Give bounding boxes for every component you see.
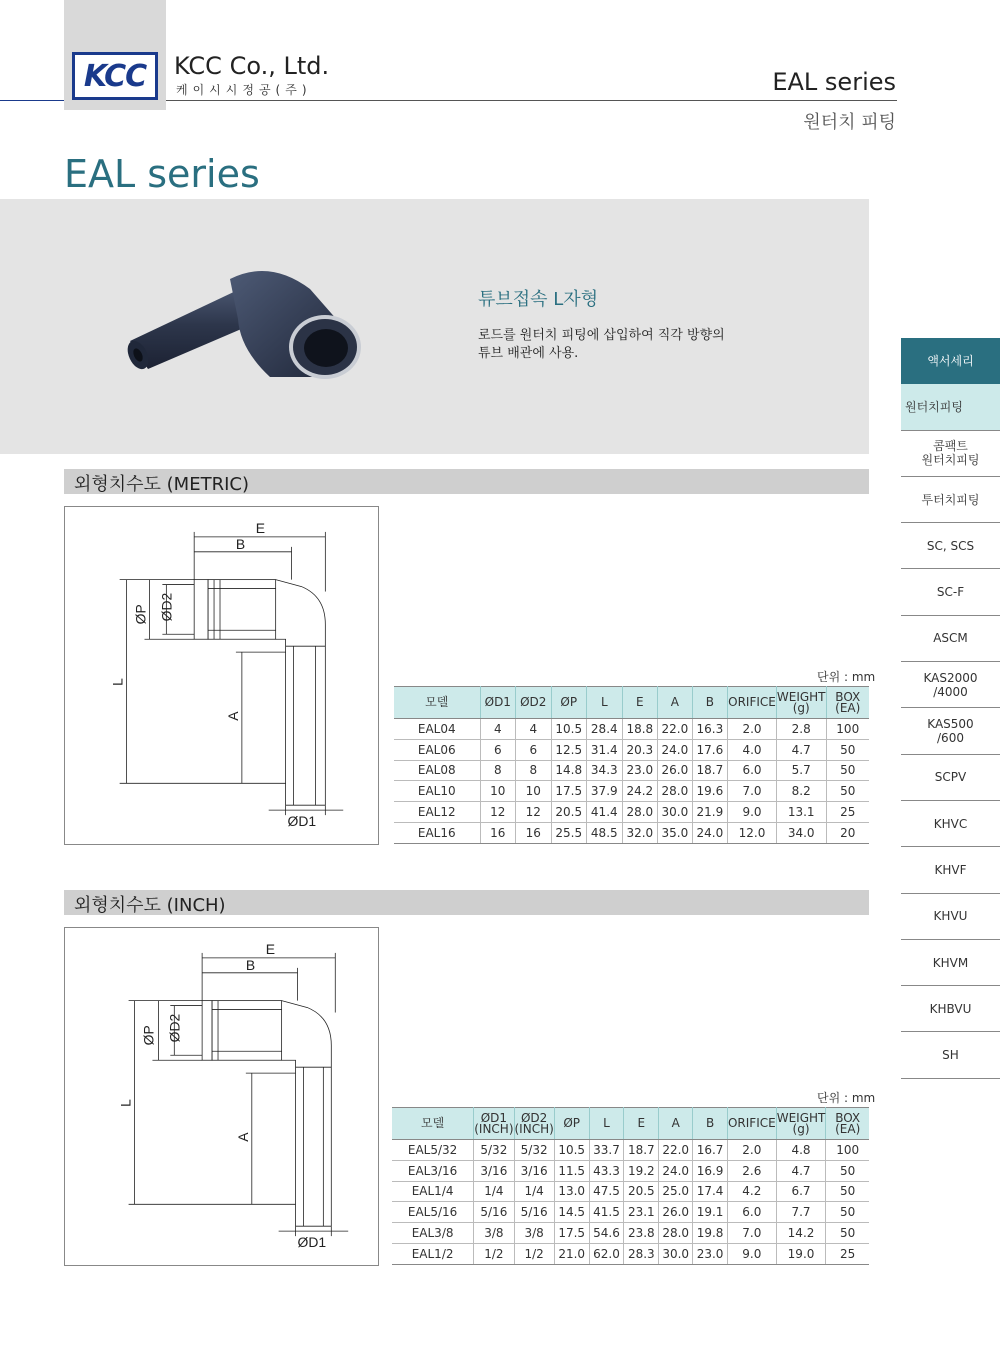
kcc-logo[interactable] (72, 52, 158, 100)
metric-table-cell: 20.5 (551, 802, 587, 823)
inch-table-cell: 25.0 (659, 1181, 693, 1202)
sidebar-item[interactable]: KAS2000 /4000 (901, 662, 1000, 708)
metric-table-cell: 34.0 (776, 822, 826, 843)
inch-table-cell: 28.3 (624, 1243, 659, 1264)
inch-table-cell: 1/2 (474, 1243, 514, 1264)
metric-label-d1: ØD1 (287, 813, 317, 830)
metric-table-cell: EAL10 (394, 781, 480, 802)
inch-section-title: 외형치수도 (INCH) (74, 895, 226, 916)
metric-table-cell: 24.2 (622, 781, 658, 802)
metric-table-cell: 37.9 (587, 781, 623, 802)
inch-label-d1: ØD1 (297, 1234, 327, 1251)
table-row (392, 1202, 869, 1223)
side-navigation (901, 338, 1000, 1079)
metric-header-cell: 모델 (394, 687, 480, 719)
metric-table-cell: 4 (516, 719, 551, 740)
inch-table-cell: 16.7 (693, 1140, 728, 1161)
inch-table-cell: 18.7 (624, 1140, 659, 1161)
sidebar-item[interactable]: KHVF (901, 847, 1000, 893)
metric-table-cell: 17.5 (551, 781, 587, 802)
metric-table-cell: 14.8 (551, 760, 587, 781)
metric-unit-label: 단위 : mm (817, 670, 876, 684)
inch-table-cell: 14.5 (554, 1202, 589, 1223)
inch-table-cell: 20.5 (624, 1181, 659, 1202)
metric-table-cell: 19.6 (692, 781, 728, 802)
metric-dimension-drawing (64, 506, 379, 845)
inch-table-cell: 43.3 (589, 1160, 624, 1181)
metric-table-cell: 100 (826, 719, 869, 740)
inch-table-cell: 1/4 (474, 1181, 514, 1202)
metric-table-cell: EAL12 (394, 802, 480, 823)
table-row (394, 739, 869, 760)
inch-label-e: E (265, 940, 275, 957)
inch-label-a: A (234, 1132, 251, 1142)
inch-table-cell: 33.7 (589, 1140, 624, 1161)
metric-table-cell: 4.7 (776, 739, 826, 760)
inch-table-cell: 50 (826, 1181, 869, 1202)
inch-table-cell: 17.4 (693, 1181, 728, 1202)
metric-table-cell: 35.0 (658, 822, 693, 843)
metric-table-cell: 8 (480, 760, 515, 781)
metric-label-l: L (109, 678, 126, 686)
table-row (392, 1140, 869, 1161)
sidebar-item[interactable]: 콤팩트 원터치피팅 (901, 431, 1000, 477)
metric-section-title: 외형치수도 (METRIC) (74, 474, 249, 495)
inch-header-cell: ØD1 (INCH) (474, 1108, 514, 1140)
metric-table-cell: 41.4 (587, 802, 623, 823)
header-series-subtitle: 원터치 피팅 (803, 112, 896, 133)
metric-table-cell: 31.4 (587, 739, 623, 760)
metric-header-cell: L (587, 687, 623, 719)
inch-table-cell: 21.0 (554, 1243, 589, 1264)
sidebar-item[interactable]: KAS500 /600 (901, 708, 1000, 754)
inch-header-cell: 모델 (392, 1108, 474, 1140)
table-row (392, 1243, 869, 1264)
inch-table-cell: 100 (826, 1140, 869, 1161)
metric-label-e: E (255, 519, 266, 536)
metric-header-cell: ORIFICE (728, 687, 777, 719)
inch-table-cell: 28.0 (659, 1223, 693, 1244)
metric-table-cell: 5.7 (776, 760, 826, 781)
inch-table-cell: EAL1/2 (392, 1243, 474, 1264)
page-title: EAL series (64, 152, 260, 196)
metric-table-cell: 6 (516, 739, 551, 760)
metric-table-cell: 10.5 (551, 719, 587, 740)
header-series-title: EAL series (772, 68, 896, 96)
metric-label-d2: ØD2 (158, 592, 175, 622)
inch-header-cell: B (693, 1108, 728, 1140)
inch-table-cell: 7.0 (727, 1223, 776, 1244)
table-row (392, 1223, 869, 1244)
metric-table-cell: 13.1 (776, 802, 826, 823)
header-accent-line (0, 100, 64, 101)
metric-section-header (64, 469, 869, 494)
metric-header-cell: E (622, 687, 658, 719)
table-row (392, 1160, 869, 1181)
metric-table-cell: 8.2 (776, 781, 826, 802)
inch-table-cell: 23.0 (693, 1243, 728, 1264)
inch-header-cell: ØP (554, 1108, 589, 1140)
inch-table-cell: 4.7 (776, 1160, 826, 1181)
metric-table-cell: 12.0 (728, 822, 777, 843)
inch-header-cell: BOX (EA) (826, 1108, 869, 1140)
table-row (392, 1181, 869, 1202)
inch-table-cell: 24.0 (659, 1160, 693, 1181)
inch-table-cell: 6.0 (727, 1202, 776, 1223)
company-name: KCC Co., Ltd. (174, 52, 330, 80)
metric-table-cell: 20 (826, 822, 869, 843)
metric-table-cell: 25.5 (551, 822, 587, 843)
inch-table-cell: 5/32 (474, 1140, 514, 1161)
logo-text: KCC (83, 58, 147, 94)
inch-table-cell: 3/16 (474, 1160, 514, 1181)
inch-table-cell: EAL5/32 (392, 1140, 474, 1161)
inch-table-cell: 50 (826, 1223, 869, 1244)
metric-table-cell: 12 (480, 802, 515, 823)
metric-table-cell: 24.0 (658, 739, 693, 760)
inch-spec-table (392, 1107, 869, 1265)
inch-label-b: B (245, 956, 256, 973)
inch-table-cell: 1/4 (514, 1181, 554, 1202)
inch-label-l: L (117, 1099, 134, 1107)
inch-drawing-svg (65, 928, 378, 1265)
inch-header-cell: E (624, 1108, 659, 1140)
inch-table-cell: 19.8 (693, 1223, 728, 1244)
metric-header-cell: ØP (551, 687, 587, 719)
metric-table-cell: 18.8 (622, 719, 658, 740)
metric-table-cell: 4.0 (728, 739, 777, 760)
inch-table-cell: 16.9 (693, 1160, 728, 1181)
metric-table-cell: 12.5 (551, 739, 587, 760)
inch-table-body (392, 1140, 869, 1265)
inch-table-cell: 1/2 (514, 1243, 554, 1264)
inch-table-cell: 41.5 (589, 1202, 624, 1223)
inch-table-cell: 3/8 (474, 1223, 514, 1244)
metric-table-cell: 10 (480, 781, 515, 802)
metric-table-cell: 16 (516, 822, 551, 843)
inch-table-cell: 50 (826, 1202, 869, 1223)
sidebar-item[interactable]: KHVC (901, 801, 1000, 847)
product-description-line-2: 튜브 배관에 사용. (478, 346, 579, 361)
inch-label-p: ØP (140, 1025, 157, 1046)
inch-table-cell: 19.0 (776, 1243, 826, 1264)
metric-table-cell: EAL04 (394, 719, 480, 740)
inch-table-cell: 6.7 (776, 1181, 826, 1202)
metric-table-cell: 24.0 (692, 822, 728, 843)
inch-table-cell: 30.0 (659, 1243, 693, 1264)
metric-table-cell: 18.7 (692, 760, 728, 781)
metric-table-cell: 16.3 (692, 719, 728, 740)
table-row (394, 781, 869, 802)
inch-table-cell: 5/32 (514, 1140, 554, 1161)
metric-table-cell: 32.0 (622, 822, 658, 843)
inch-header-cell: L (589, 1108, 624, 1140)
metric-table-cell: 25 (826, 802, 869, 823)
inch-table-cell: 9.0 (727, 1243, 776, 1264)
metric-table-body (394, 719, 869, 844)
metric-spec-table (394, 686, 869, 844)
metric-table-cell: EAL06 (394, 739, 480, 760)
metric-table-cell: 7.0 (728, 781, 777, 802)
product-description (478, 327, 778, 363)
inch-table-cell: 7.7 (776, 1202, 826, 1223)
inch-table-cell: 14.2 (776, 1223, 826, 1244)
inch-table-cell: 19.1 (693, 1202, 728, 1223)
sidebar-item[interactable]: KHVM (901, 940, 1000, 986)
table-row (394, 719, 869, 740)
metric-table-cell: 2.8 (776, 719, 826, 740)
inch-header-cell: ØD2 (INCH) (514, 1108, 554, 1140)
metric-table-cell: 22.0 (658, 719, 693, 740)
metric-table-cell: 28.4 (587, 719, 623, 740)
inch-table-cell: 3/8 (514, 1223, 554, 1244)
inch-table-cell: 5/16 (474, 1202, 514, 1223)
metric-table-cell: 6 (480, 739, 515, 760)
sidebar-item[interactable]: SC, SCS (901, 523, 1000, 569)
inch-header-cell: A (659, 1108, 693, 1140)
inch-table-cell: 4.8 (776, 1140, 826, 1161)
metric-header-cell: ØD1 (480, 687, 515, 719)
sidebar-item[interactable]: KHVU (901, 894, 1000, 940)
inch-section-header (64, 890, 869, 915)
company-name-korean: 케이시시정공(주) (176, 83, 312, 97)
sidebar-item[interactable]: 액서세리 (901, 338, 1000, 384)
metric-label-a: A (224, 711, 241, 721)
metric-table-cell: 12 (516, 802, 551, 823)
inch-table-cell: 22.0 (659, 1140, 693, 1161)
metric-table-cell: 2.0 (728, 719, 777, 740)
metric-table-cell: 21.9 (692, 802, 728, 823)
metric-label-p: ØP (132, 604, 149, 625)
metric-table-cell: 4 (480, 719, 515, 740)
inch-dimension-drawing (64, 927, 379, 1266)
metric-header-cell: B (692, 687, 728, 719)
inch-table-cell: EAL3/16 (392, 1160, 474, 1181)
inch-table-cell: 19.2 (624, 1160, 659, 1181)
metric-table-cell: 26.0 (658, 760, 693, 781)
metric-table-cell: 16 (480, 822, 515, 843)
metric-table-cell: 28.0 (658, 781, 693, 802)
metric-table-cell: 50 (826, 760, 869, 781)
inch-table-cell: 50 (826, 1160, 869, 1181)
metric-table-cell: 6.0 (728, 760, 777, 781)
sidebar-item[interactable]: SC-F (901, 569, 1000, 615)
sidebar-item[interactable]: KHBVU (901, 986, 1000, 1032)
metric-table-cell: 17.6 (692, 739, 728, 760)
inch-table-cell: 23.8 (624, 1223, 659, 1244)
inch-table-cell: 25 (826, 1243, 869, 1264)
inch-table-cell: 2.0 (727, 1140, 776, 1161)
inch-table-cell: 10.5 (554, 1140, 589, 1161)
metric-table-cell: 50 (826, 739, 869, 760)
inch-header-cell: ORIFICE (727, 1108, 776, 1140)
metric-header-cell: A (658, 687, 693, 719)
metric-label-b: B (235, 535, 246, 552)
product-heading: 튜브접속 L자형 (478, 289, 599, 310)
inch-table-cell: 54.6 (589, 1223, 624, 1244)
inch-table-cell: 11.5 (554, 1160, 589, 1181)
sidebar-item[interactable]: SH (901, 1032, 1000, 1078)
inch-table-cell: 4.2 (727, 1181, 776, 1202)
product-image (120, 259, 370, 389)
inch-table-cell: EAL3/8 (392, 1223, 474, 1244)
metric-table-cell: 28.0 (622, 802, 658, 823)
metric-table-cell: EAL08 (394, 760, 480, 781)
table-row (394, 822, 869, 843)
metric-table-cell: 48.5 (587, 822, 623, 843)
inch-table-cell: 3/16 (514, 1160, 554, 1181)
metric-table-cell: 9.0 (728, 802, 777, 823)
inch-table-cell: 17.5 (554, 1223, 589, 1244)
metric-drawing-svg (65, 507, 378, 844)
metric-table-cell: 20.3 (622, 739, 658, 760)
inch-table-cell: 62.0 (589, 1243, 624, 1264)
inch-table-cell: 26.0 (659, 1202, 693, 1223)
inch-table-cell: 13.0 (554, 1181, 589, 1202)
metric-table-cell: 34.3 (587, 760, 623, 781)
metric-table-cell: 50 (826, 781, 869, 802)
table-row (394, 802, 869, 823)
header-divider (166, 100, 897, 101)
metric-table-header-row (394, 687, 869, 719)
inch-label-d2: ØD2 (166, 1013, 183, 1043)
inch-table-header-row (392, 1108, 869, 1140)
inch-unit-label: 단위 : mm (817, 1091, 876, 1105)
product-hero (0, 199, 869, 454)
metric-table-cell: EAL16 (394, 822, 480, 843)
inch-table-cell: 47.5 (589, 1181, 624, 1202)
sidebar-item[interactable]: 원터치피팅 (901, 384, 1000, 430)
metric-header-cell: BOX (EA) (826, 687, 869, 719)
sidebar-item[interactable]: 투터치피팅 (901, 477, 1000, 523)
product-description-line-1: 로드를 원터치 피팅에 삽입하여 직각 방향의 (478, 328, 725, 343)
metric-table-cell: 8 (516, 760, 551, 781)
metric-table-cell: 10 (516, 781, 551, 802)
inch-header-cell: WEIGHT (g) (776, 1108, 826, 1140)
inch-table-cell: 23.1 (624, 1202, 659, 1223)
table-row (394, 760, 869, 781)
metric-header-cell: ØD2 (516, 687, 551, 719)
metric-table-cell: 30.0 (658, 802, 693, 823)
metric-table-cell: 23.0 (622, 760, 658, 781)
logo-block (64, 0, 166, 110)
inch-table-cell: 5/16 (514, 1202, 554, 1223)
metric-header-cell: WEIGHT (g) (776, 687, 826, 719)
sidebar-item[interactable]: SCPV (901, 755, 1000, 801)
sidebar-item[interactable]: ASCM (901, 616, 1000, 662)
inch-table-cell: EAL1/4 (392, 1181, 474, 1202)
inch-table-cell: EAL5/16 (392, 1202, 474, 1223)
inch-table-cell: 2.6 (727, 1160, 776, 1181)
